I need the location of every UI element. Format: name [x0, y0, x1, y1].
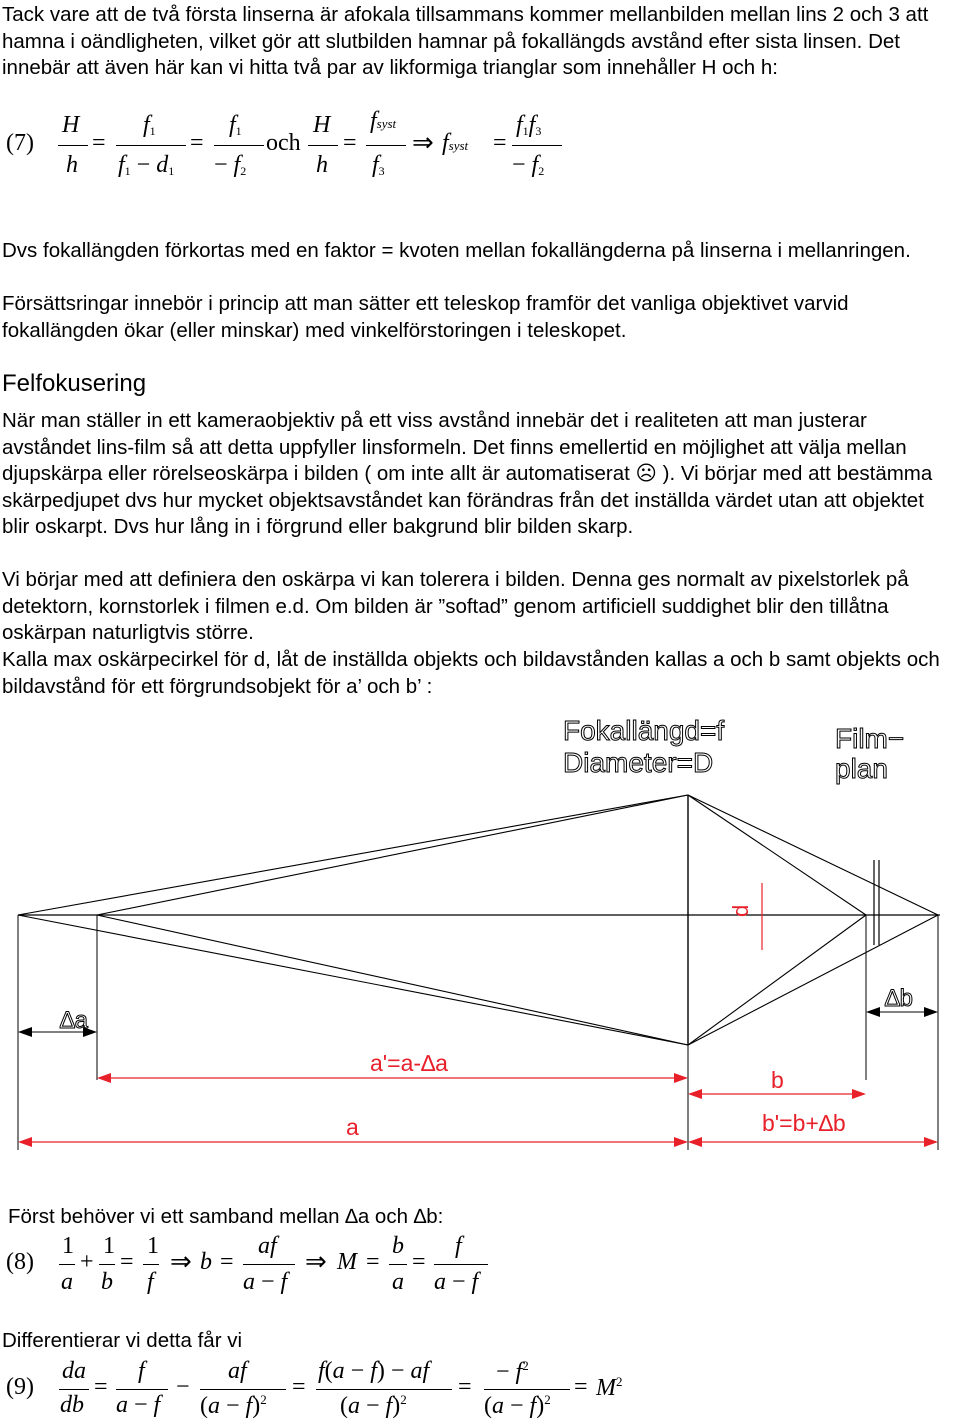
figure-film-label-2: plan [835, 753, 888, 784]
figure-film-label-1: Film− [835, 723, 905, 754]
paragraph-samband: Först behöver vi ett samband mellan ∆a och ∆b: [8, 1205, 444, 1228]
paragraph-oskarpa: Vi börjar med att definiera den oskärpa vi kan tolerera i bilden. Denna ges normalt av pixelstorlek på detektorn, kornstorlek i filmen e.d. Om bilden är ”softad” genom artificiell suddighet blir den tillåtna oskärpan naturligtvis större. [2, 568, 909, 644]
figure-title-focal: Fokallängd=f [563, 715, 725, 746]
paragraph-felfokusering: När man ställer in ett kameraobjektiv på ett viss avstånd innebär det i realiteten att man justerar avståndet lins-film så att detta uppfyller linsformeln. Det finns emellertid en möjlighet att välja mellan djupskärpa eller rörelseoskärpa i bilden ( om inte allt är automatiserat ☹ ). Vi börjar med att bestämma skärpedjupet dvs hur mycket objektsavståndet kan förändras från det inställda värdet utan att objektet blir oskarpt. Dvs hur lång in i förgrund eller bakgrund blir bilden skarp. [2, 409, 933, 538]
label-d: d [728, 904, 753, 917]
eq-label: (9) [6, 1374, 34, 1400]
label-b: b [771, 1067, 784, 1093]
paragraph-definitioner: Kalla max oskärpecirkel för d, låt de inställda objekts och bildavstånden kallas a och b samt objekts och bildavstånd för ett förgrundsobjekt för a’ och b’ : [2, 648, 940, 698]
frown-icon: ☹ [635, 462, 657, 485]
lens-diagram [0, 710, 960, 1180]
figure-title-diameter: Diameter=D [563, 747, 714, 778]
eq-label: (7) [6, 130, 34, 156]
equation-8: (8) 1 a + 1 b = 1 f ⇒ b = af a − f ⇒ M = b a = f a − f [0, 1235, 600, 1305]
label-a-prime: a'=a-∆a [370, 1050, 448, 1076]
label-a: a [346, 1114, 359, 1140]
section-heading: Felfokusering [2, 370, 147, 397]
label-delta-a: ∆a [60, 1007, 89, 1034]
label-b-prime: b'=b+∆b [762, 1110, 846, 1136]
paragraph-faktor: Dvs fokallängden förkortas med en faktor = kvoten mellan fokallängderna på linserna i mellanringen. [2, 239, 911, 262]
equation-7: (7) H h = $f_1$ $f_1 - d_1$ = $f_1$ − $f_2$ och H h = fsyst $f_3$ ⇒ fsyst = $f_1f_3$ − $f_2$ [0, 110, 600, 190]
intro-paragraph: Tack vare att de två första linserna är afokala tillsammans kommer mellanbilden mellan lins 2 och 3 att hamna i oändligheten, vilket gör att slutbilden hamnar på fokallängds avstånd efter sista linsen. Det innebär att även här kan vi hitta två par av likformiga trianglar som innehåller H och h: [2, 3, 929, 79]
paragraph-differentierar: Differentierar vi detta får vi [2, 1329, 243, 1352]
paragraph-forsattsringar: Försättsringar innebör i princip att man sätter ett teleskop framför det vanliga objektivet varvid fokallängden ökar (eller minskar) med vinkelförstoringen i teleskopet. [2, 292, 849, 342]
label-delta-b: ∆b [885, 985, 914, 1012]
eq-label: (8) [6, 1249, 34, 1275]
equation-9: (9) da db = f a − f − af $(a - f)^2$ = f(a − f) − af $(a - f)^2$ = − $f^2$ $(a - f)^2$ = $M^2$ [6, 1358, 623, 1419]
